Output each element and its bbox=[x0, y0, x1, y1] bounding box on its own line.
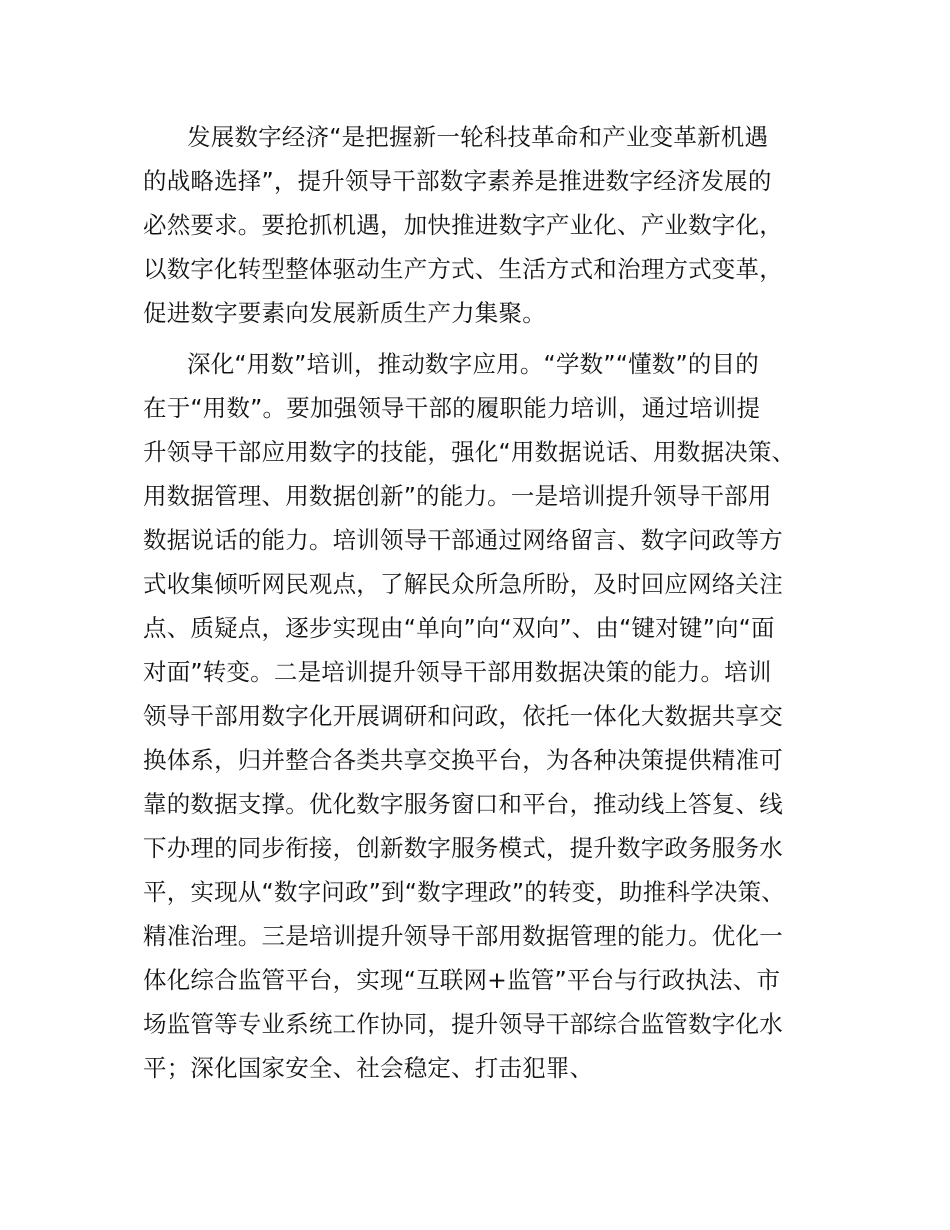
text-line: 必然要求。要抢抓机遇，加快推进数字产业化、产业数字化， bbox=[143, 211, 783, 239]
text-line: 用数据管理、用数据创新”的能力。一是培训提升领导干部用 bbox=[143, 482, 772, 510]
text-line: 以数字化转型整体驱动生产方式、生活方式和治理方式变革， bbox=[143, 255, 783, 283]
text-line: 在于“用数”。要加强领导干部的履职能力培训，通过培训提 bbox=[143, 394, 761, 422]
text-line: 的战略选择”，提升领导干部数字素养是推进数字经济发展的 bbox=[143, 167, 772, 195]
text-line: 下办理的同步衔接，创新数字服务模式，提升数字政务服务水 bbox=[143, 834, 783, 862]
text-line: 式收集倾听网民观点，了解民众所急所盼，及时回应网络关注 bbox=[143, 570, 783, 598]
text-line: 领导干部用数字化开展调研和问政，依托一体化大数据共享交 bbox=[143, 702, 783, 730]
text-line: 精准治理。三是培训提升领导干部用数据管理的能力。优化一 bbox=[143, 922, 783, 950]
text-line: 点、质疑点，逐步实现由“单向”向“双向”、由“键对键”向“面 bbox=[143, 614, 775, 642]
text-line: 平；深化国家安全、社会稳定、打击犯罪、 bbox=[143, 1054, 594, 1082]
text-line: 升领导干部应用数字的技能，强化“用数据说话、用数据决策、 bbox=[143, 438, 796, 466]
text-line: 场监管等专业系统工作协同，提升领导干部综合监管数字化水 bbox=[143, 1010, 783, 1038]
text-line: 靠的数据支撑。优化数字服务窗口和平台，推动线上答复、线 bbox=[143, 790, 783, 818]
text-line: 促进数字要素向发展新质生产力集聚。 bbox=[143, 299, 546, 327]
text-line: 换体系，归并整合各类共享交换平台，为各种决策提供精准可 bbox=[143, 746, 783, 774]
text-line: 深化“用数”培训，推动数字应用。“学数”“懂数”的目的 bbox=[187, 350, 759, 378]
text-line: 发展数字经济“是把握新一轮科技革命和产业变革新机遇 bbox=[187, 123, 769, 151]
text-line: 平，实现从“数字问政”到“数字理政”的转变，助推科学决策、 bbox=[143, 878, 785, 906]
text-line: 数据说话的能力。培训领导干部通过网络留言、数字问政等方 bbox=[143, 526, 783, 554]
text-line: 体化综合监管平台，实现“互联网+监管”平台与行政执法、市 bbox=[143, 966, 781, 994]
text-line: 对面”转变。二是培训提升领导干部用数据决策的能力。培训 bbox=[143, 658, 772, 686]
